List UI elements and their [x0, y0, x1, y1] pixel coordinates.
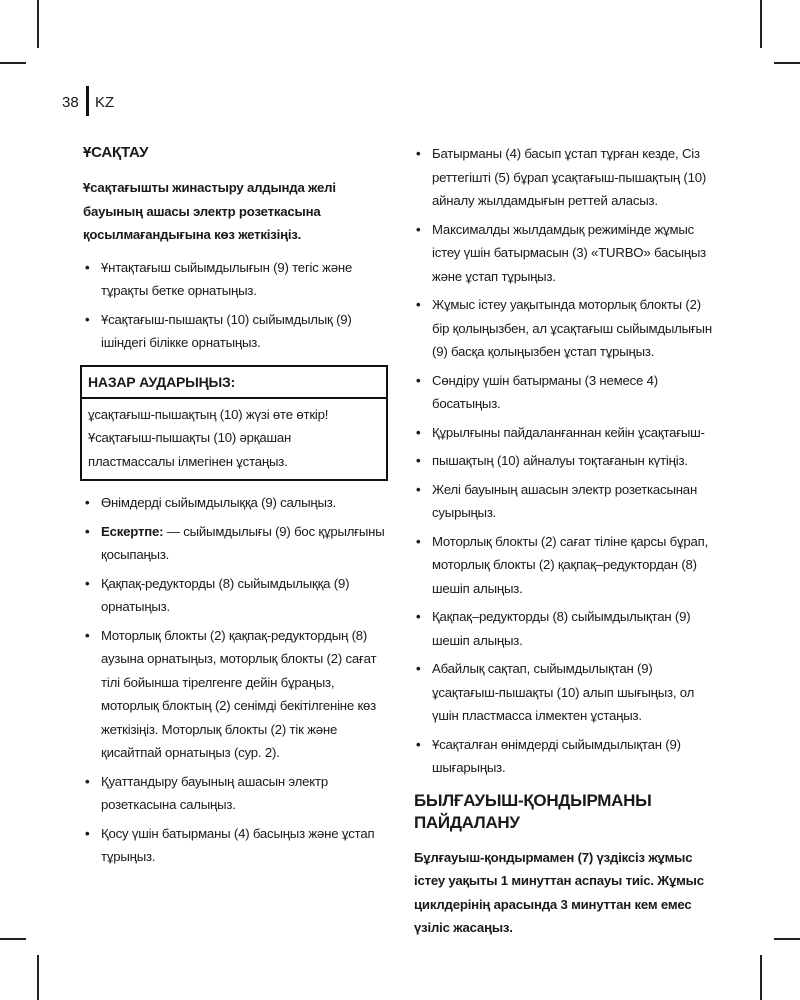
step-list [83, 256, 388, 355]
list-item: • Жұмыс істеу уақытында моторлық блокты (2) бір қолыңызбен, ал ұсақтағыш сыйымдылығын (9) басқа қолыңызбен ұстап тұрыңыз. [414, 293, 716, 364]
list-item: • пышақтың (10) айналуы тоқтағанын күтіңіз. [414, 449, 716, 473]
list-item: • Сөндіру үшін батырманы (3 немесе 4) босатыңыз. [414, 369, 716, 416]
header-divider [86, 86, 89, 116]
intro-warning: Ұсақтағышты жинастыру алдында желі бауының ашасы электр розеткасына қосылмағандығына көз жеткізіңіз. [83, 180, 336, 242]
crop-mark [0, 938, 26, 940]
list-item: • Қақпақ-редукторды (8) сыйымдылыққа (9) орнатыңыз. [83, 572, 388, 619]
remark-label: Ескертпе: [101, 523, 164, 539]
list-item: • Максималды жылдамдық режимінде жұмыс істеу үшін батырмасын (3) «TURBO» басыңыз және ұстап тұрыңыз. [414, 218, 716, 289]
attention-text: ұсақтағыш-пышақтың (10) жүзі өте өткір! Ұсақтағыш-пышақты (10) әрқашан пластмассалы ілмегінен ұстаңыз. [88, 406, 329, 469]
list-item: • Ұсақтағыш-пышақты (10) сыйымдылық (9) ішіндегі білікке орнатыңыз. [83, 308, 388, 355]
right-column [414, 142, 716, 949]
list-item: • Абайлық сақтап, сыйымдылықтан (9) ұсақтағыш-пышақты (10) алып шығыңыз, ол үшін пластмасса ілмектен ұстаңыз. [414, 657, 716, 728]
remark-text: — сыйымдылығы (9) бос құрылғыны қосыпаңыз. [101, 523, 385, 562]
crop-mark [774, 938, 800, 940]
attention-box [80, 365, 388, 482]
crop-mark [37, 0, 39, 48]
crop-mark [760, 0, 762, 48]
list-item: • Қақпақ–редукторды (8) сыйымдылықтан (9) шешіп алыңыз. [414, 605, 716, 652]
section-title-whisk: БЫЛҒАУЫШ-ҚОНДЫРМАНЫ ПАЙДАЛАНУ [414, 790, 652, 832]
list-item: • Моторлық блокты (2) қақпақ-редуктордың (8) аузына орнатыңыз, моторлық блокты (2) сағат тілі бойынша тірелгенге дейін бұраңыз, моторлық блоктың (2) сенімді бекітілгеніне көз жеткізіңіз. Моторлық блокты (2) тік және қисайтпай орнатыңыз (сур. 2). [83, 624, 388, 765]
crop-mark [774, 62, 800, 64]
list-item: • Өнімдерді сыйымдылыққа (9) салыңыз. [83, 491, 388, 515]
crop-mark [760, 955, 762, 1000]
list-item: • Ұнтақтағыш сыйымдылығын (9) тегіс және тұрақты бетке орнатыңыз. [83, 256, 388, 303]
step-list [83, 491, 388, 869]
page-number: 38 [62, 94, 79, 111]
list-item: • Ұсақталған өнімдерді сыйымдылықтан (9) шығарыңыз. [414, 733, 716, 780]
list-item-remark [83, 520, 388, 567]
list-item: • Қосу үшін батырманы (4) басыңыз және ұстап тұрыңыз. [83, 822, 388, 869]
step-list [414, 142, 716, 780]
list-item: • Моторлық блокты (2) сағат тіліне қарсы бұрап, моторлық блокты (2) қақпақ–редуктордан (8) шешіп алыңыз. [414, 530, 716, 601]
crop-mark [37, 955, 39, 1000]
list-item: • Батырманы (4) басып ұстап тұрған кезде, Сіз реттегішті (5) бұрап ұсақтағыш-пышақтың (10) айналу жылдамдығын реттей аласыз. [414, 142, 716, 213]
left-column [83, 142, 388, 874]
list-item: • Желі бауының ашасын электр розеткасынан суырыңыз. [414, 478, 716, 525]
attention-title: НАЗАР АУДАРЫҢЫЗ: [82, 367, 386, 399]
list-item: • Құрылғыны пайдаланғаннан кейін ұсақтағыш- [414, 421, 716, 445]
section-title: ҰСАҚТАУ [83, 144, 149, 161]
list-item: • Қуаттандыру бауының ашасын электр розеткасына салыңыз. [83, 770, 388, 817]
language-code: KZ [95, 94, 115, 111]
crop-mark [0, 62, 26, 64]
whisk-warning: Бұлғауыш-қондырмамен (7) үздіксіз жұмыс істеу уақыты 1 минуттан аспауы тиіс. Жұмыс циклдерінің арасында 3 минуттан кем емес үзіліс жасаңыз. [414, 849, 704, 935]
